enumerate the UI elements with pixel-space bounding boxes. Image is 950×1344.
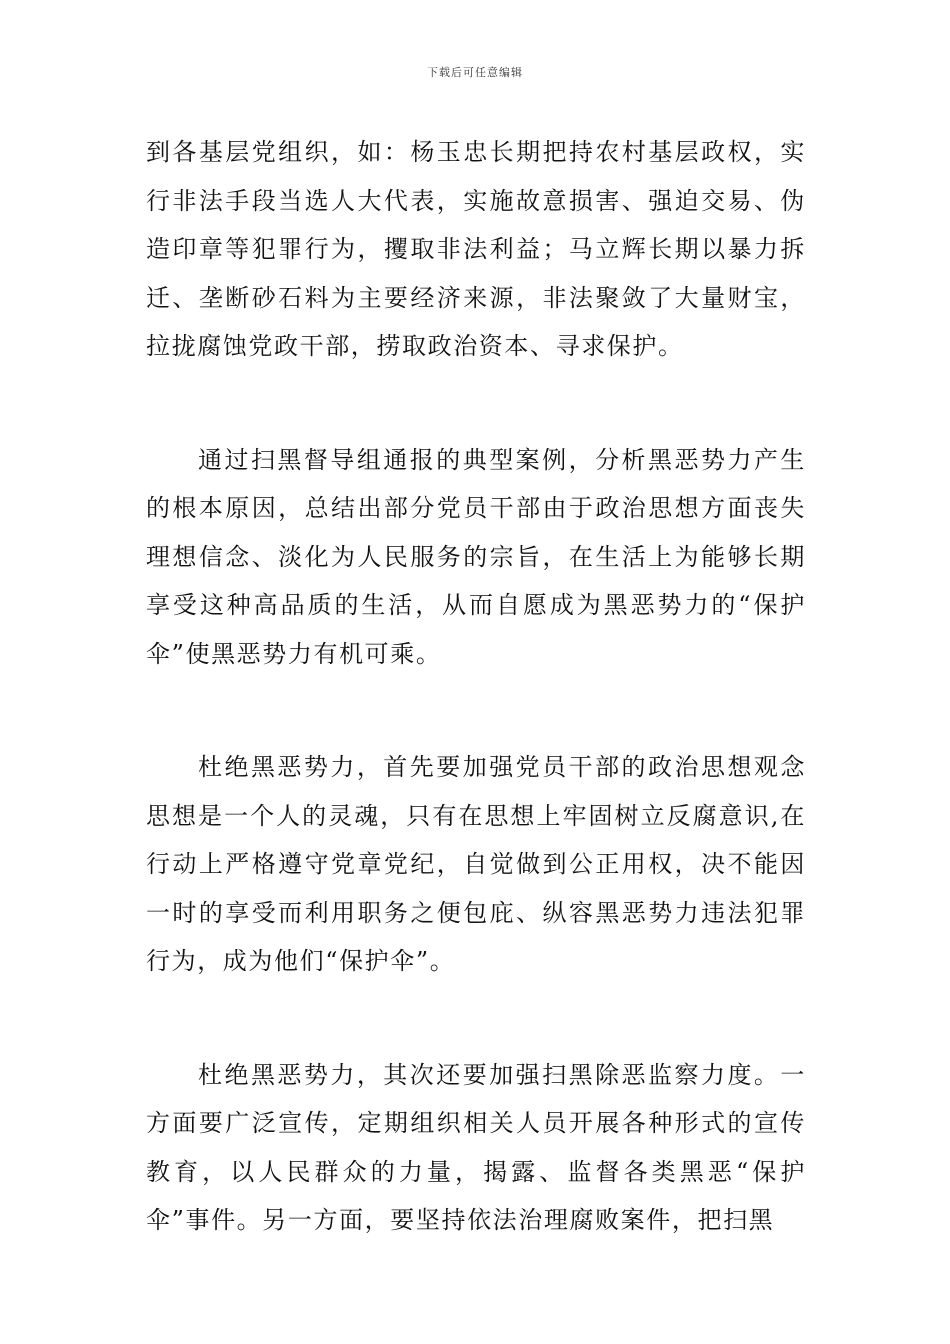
document-body	[146, 128, 806, 1245]
paragraph-root-causes: 通过扫黑督导组通报的典型案例，分析黑恶势力产生的根本原因，总结出部分党员干部由于政治思想方面丧失理想信念、淡化为人民服务的宗旨，在生活上为能够长期享受这种高品质的生活，从而自愿成为黑恶势力的“保护伞”使黑恶势力有机可乘。	[146, 445, 806, 668]
page-header-note: 下载后可任意编辑	[427, 66, 523, 79]
paragraph-supervision: 杜绝黑恶势力，其次还要加强扫黑除恶监察力度。一方面要广泛宣传，定期组织相关人员开展各种形式的宣传教育，以人民群众的力量，揭露、监督各类黑恶“保护伞”事件。另一方面，要坚持依法治理腐败案件，把扫黑	[146, 1060, 806, 1234]
paragraph-political-thought: 杜绝黑恶势力，首先要加强党员干部的政治思想观念思想是一个人的灵魂，只有在思想上牢固树立反腐意识,在行动上严格遵守党章党纪，自觉做到公正用权，决不能因一时的享受而利用职务之便包庇、纵容黑恶势力违法犯罪行为，成为他们“保护伞”。	[146, 753, 806, 975]
paragraph-continuation: 到各基层党组织，如：杨玉忠长期把持农村基层政权，实行非法手段当选人大代表，实施故意损害、强迫交易、伪造印章等犯罪行为，攫取非法利益；马立辉长期以暴力拆迁、垄断砂石料为主要经济来源，非法聚敛了大量财宝，拉拢腐蚀党政干部，捞取政治资本、寻求保护。	[146, 138, 806, 360]
